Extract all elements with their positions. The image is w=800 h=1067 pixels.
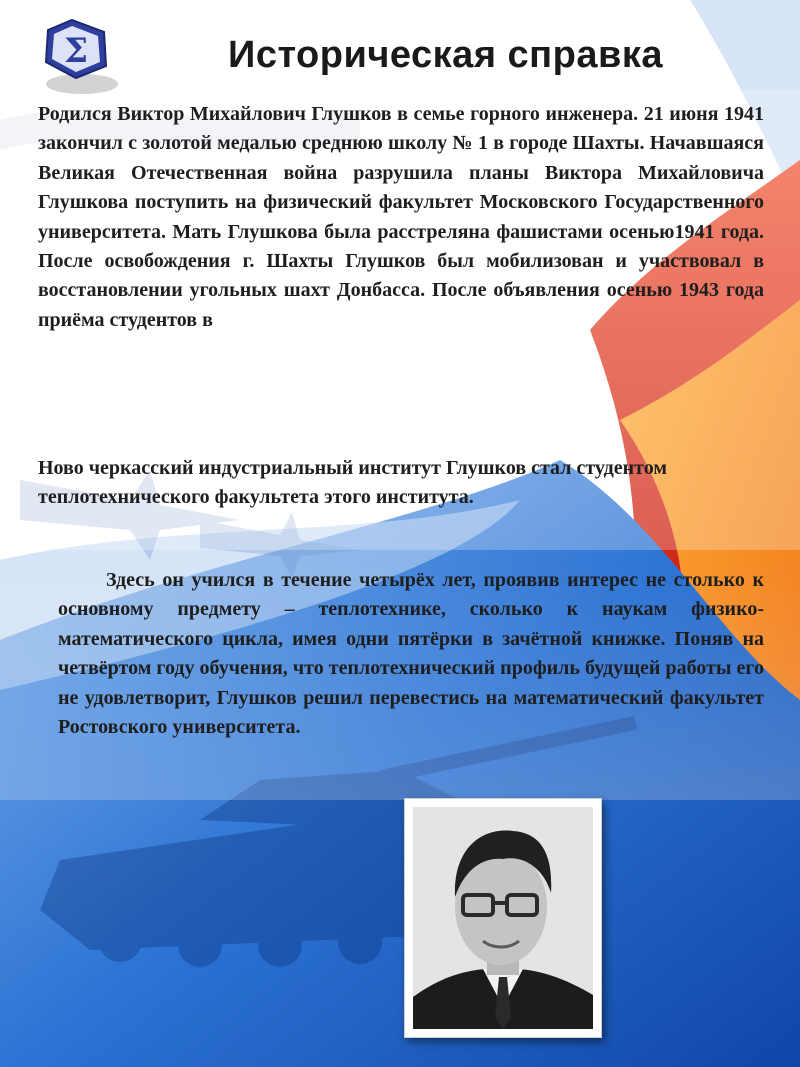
svg-text:Σ: Σ (63, 31, 89, 71)
sigma-pentagon-icon (30, 14, 130, 100)
portrait-frame (404, 798, 602, 1038)
portrait-photo (413, 807, 593, 1029)
biography-paragraph-2: Ново черкасский индустриальный институт Глушков стал студентом теплотехнического факультета этого института. (38, 457, 667, 509)
slide-title: Историческая справка (228, 34, 663, 76)
biography-paragraph-1: Родился Виктор Михайлович Глушков в семье горного инженера. 21 июня 1941 закончил с золотой медалью среднюю школу № 1 в городе Шахты. Начавшаяся Великая Отечественная война разрушила планы Виктора Михайловича Глушкова поступить на физический факультет Московского Государственного университета. Мать Глушкова была расстреляна фашистами осенью1941 года. После освобождения г. Шахты Глушков был мобилизован и участвовал в восстановлении угольных шахт Донбасса. После объявления осенью 1943 года приёма студентов в (38, 103, 764, 331)
biography-paragraph-3: Здесь он учился в течение четырёх лет, проявив интерес не столько к основному предмету – теплотехнике, сколько к наукам физико-математического цикла, имея одни пятёрки в зачётной книжке. Поняв на четвёртом году обучения, что теплотехнический профиль будущей работы его не удовлетворит, Глушков решил перевестись на математический факультет Ростовского университета. (58, 569, 764, 739)
